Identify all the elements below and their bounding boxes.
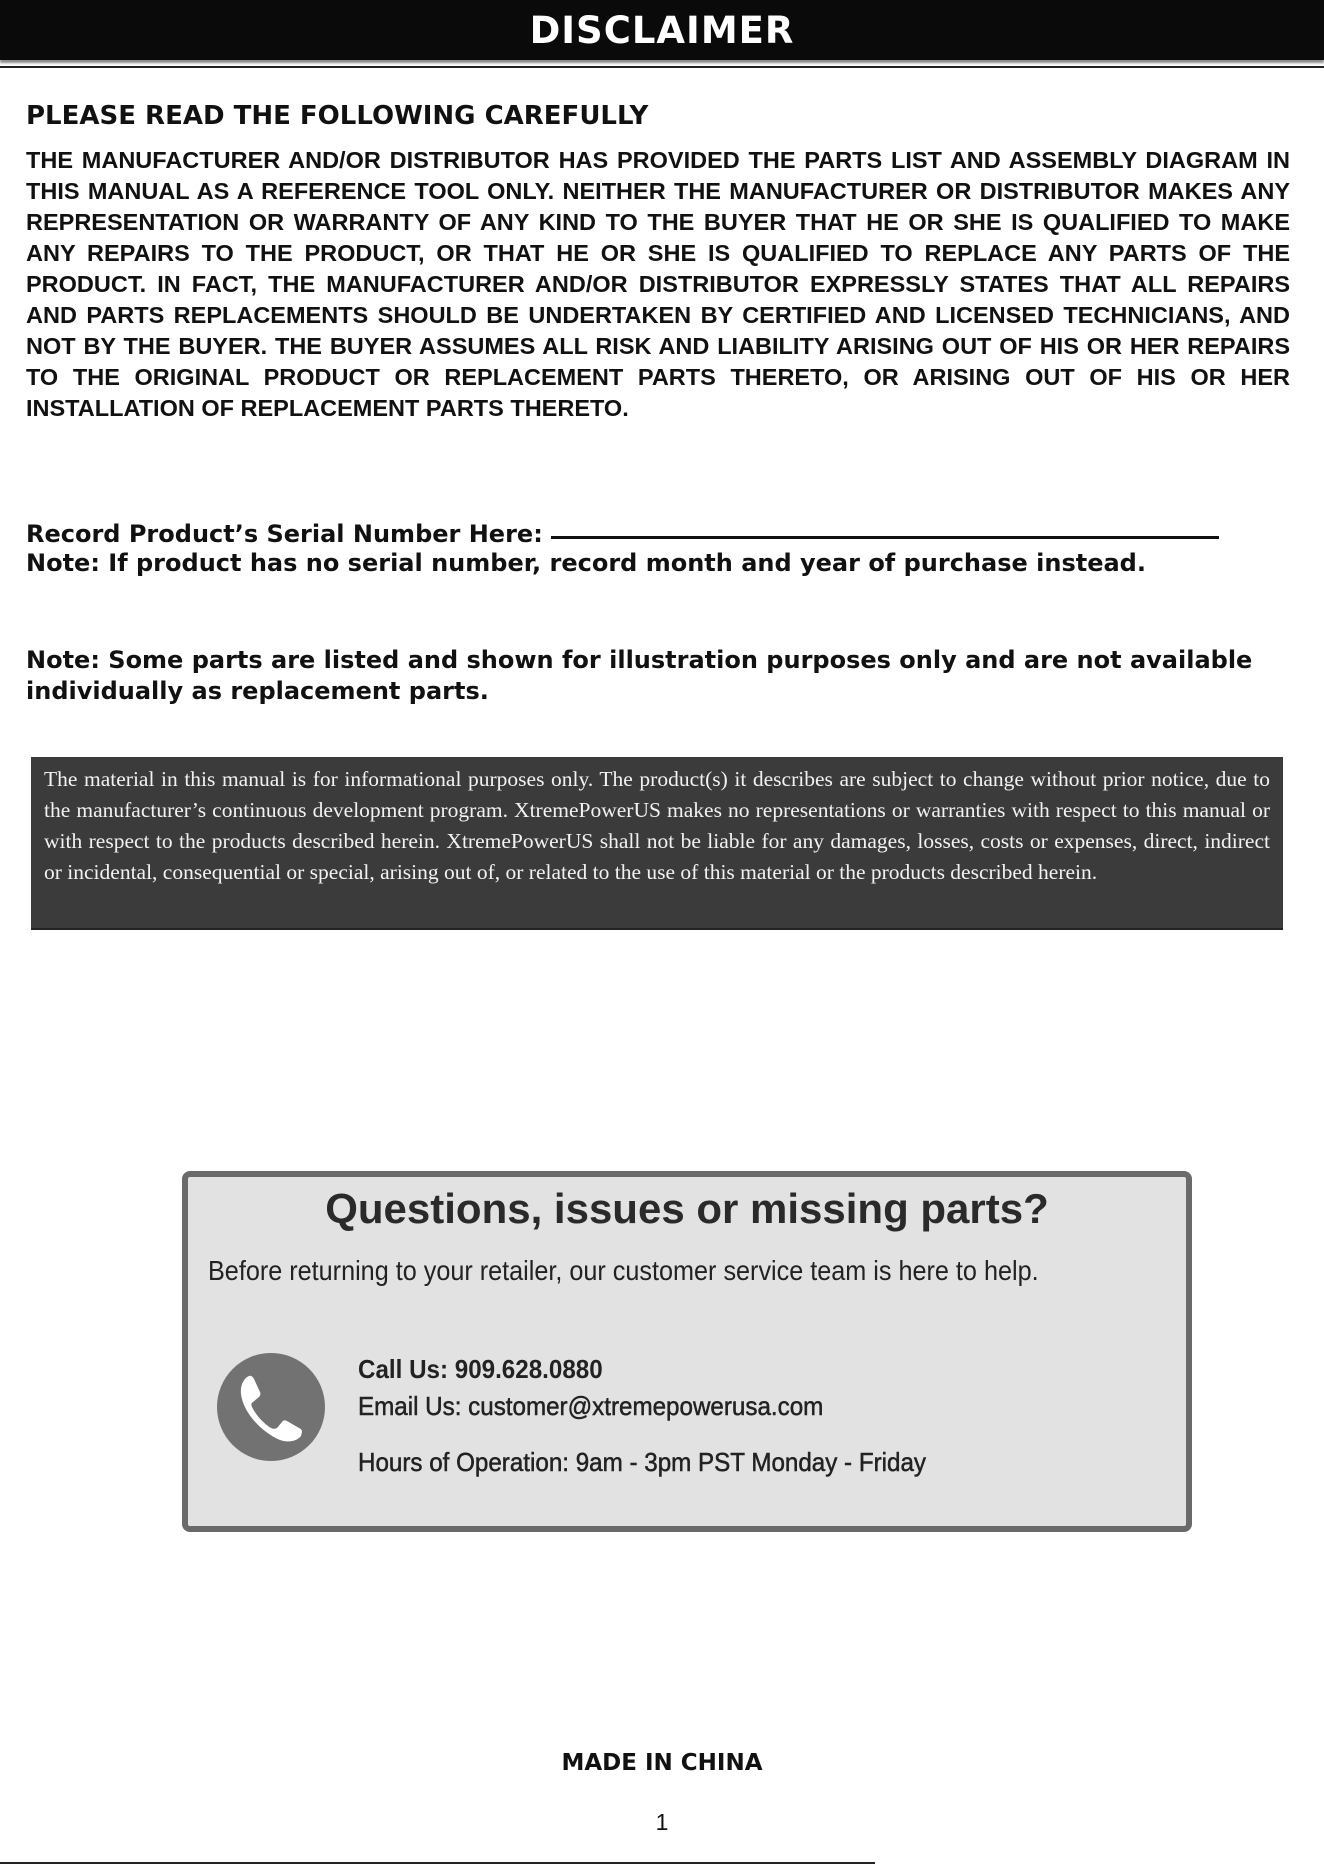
help-hours-line: Hours of Operation: 9am - 3pm PST Monday - Friday: [358, 1447, 927, 1477]
help-email-line: Email Us: customer@xtremepowerusa.com: [358, 1391, 824, 1421]
disclaimer-body: THE MANUFACTURER AND/OR DISTRIBUTOR HAS PROVIDED THE PARTS LIST AND ASSEMBLY DIAGRAM IN THIS MANUAL AS A REFERENCE TOOL ONLY. NEITHER THE MANUFACTURER OR DISTRIBUTOR MAKES ANY REPRESENTATION OR WARRANTY OF ANY KIND TO THE BUYER THAT HE OR SHE IS QUALIFIED TO MAKE ANY REPAIRS TO THE PRODUCT, OR THAT HE OR SHE IS QUALIFIED TO REPLACE ANY PARTS OF THE PRODUCT. IN FACT, THE MANUFACTURER AND/OR DISTRIBUTOR EXPRESSLY STATES THAT ALL REPAIRS AND PARTS REPLACEMENTS SHOULD BE UNDERTAKEN BY CERTIFIED AND LICENSED TECHNICIANS, AND NOT BY THE BUYER. THE BUYER ASSUMES ALL RISK AND LIABILITY ARISING OUT OF HIS OR HER REPAIRS TO THE ORIGINAL PRODUCT OR REPLACEMENT PARTS THERETO, OR ARISING OUT OF HIS OR HER INSTALLATION OF REPLACEMENT PARTS THERETO.: [26, 147, 1290, 421]
legal-notice-text: The material in this manual is for informational purposes only. The product(s) it describes are subject to change without prior notice, due to the manufacturer’s continuous development program. XtremePowerUS makes no representations or warranties with respect to this manual or with respect to the products described herein. XtremePowerUS shall not be liable for any damages, losses, costs or expenses, direct, indirect or incidental, consequential or special, arising out of, or related to the use of this material or the products described herein.: [44, 767, 1270, 884]
footer-divider: [0, 1862, 875, 1864]
header-bar: [0, 0, 1324, 60]
serial-number-line: [26, 519, 1316, 550]
disclaimer-heading: PLEASE READ THE FOLLOWING CAREFULLY: [26, 101, 649, 131]
phone-icon: [216, 1352, 326, 1462]
made-in-label: MADE IN CHINA: [561, 1750, 763, 1776]
help-subtitle: Before returning to your retailer, our customer service team is here to help.: [208, 1255, 1039, 1286]
help-call-line: Call Us: 909.628.0880: [358, 1354, 603, 1384]
page-number: 1: [655, 1809, 669, 1835]
serial-number-note: Note: If product has no serial number, record month and year of purchase instead.: [26, 549, 1146, 577]
customer-service-box: [182, 1171, 1192, 1532]
header-divider: [0, 66, 1324, 68]
page-title: DISCLAIMER: [529, 8, 795, 52]
serial-number-label: Record Product’s Serial Number Here:: [26, 520, 543, 548]
legal-notice-box: [31, 757, 1283, 930]
serial-number-blank: [551, 536, 1219, 539]
parts-note: Note: Some parts are listed and shown for illustration purposes only and are not available individually as replacement parts.: [26, 646, 1253, 705]
help-title: Questions, issues or missing parts?: [325, 1185, 1049, 1232]
